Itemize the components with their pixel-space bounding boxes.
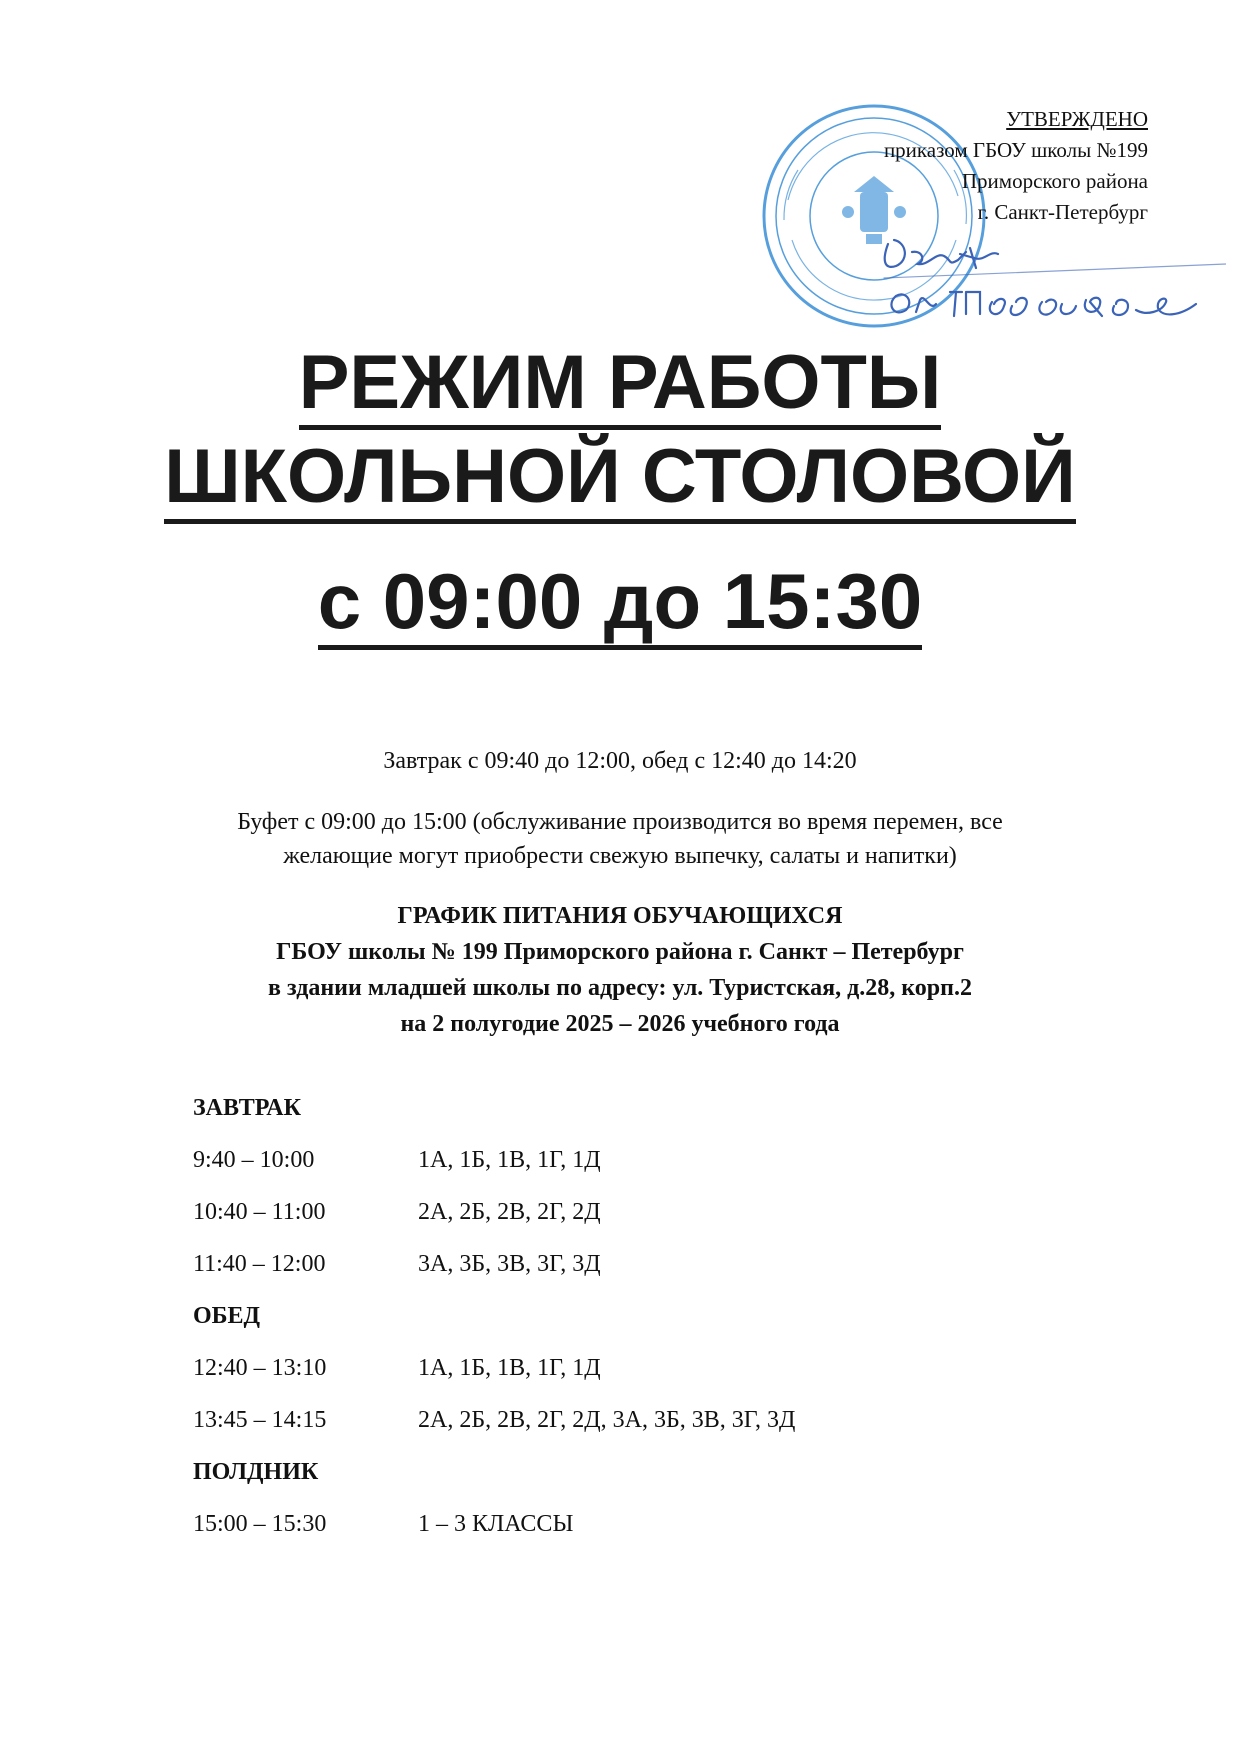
approval-line: Приморского района — [961, 169, 1148, 193]
time-slot: 13:45 – 14:15 — [193, 1407, 327, 1433]
approval-line: приказом ГБОУ школы №199 — [883, 138, 1148, 162]
approval-block — [884, 104, 1148, 228]
meal-schedule — [193, 1092, 795, 1560]
approval-heading: УТВЕРЖДЕНО — [1006, 107, 1148, 131]
time-slot: 12:40 – 13:10 — [193, 1355, 327, 1381]
schedule-row — [193, 1196, 795, 1248]
class-list: 2А, 2Б, 2В, 2Г, 2Д — [418, 1199, 601, 1225]
approval-line: г. Санкт-Петербург — [977, 200, 1148, 224]
class-list: 1А, 1Б, 1В, 1Г, 1Д — [418, 1147, 601, 1173]
class-list: 2А, 2Б, 2В, 2Г, 2Д, 3А, 3Б, 3В, 3Г, 3Д — [418, 1407, 796, 1433]
schedule-row — [193, 1404, 795, 1456]
schedule-heading — [0, 898, 1240, 1042]
director-signature — [866, 230, 1226, 330]
time-slot: 10:40 – 11:00 — [193, 1199, 326, 1225]
time-slot: 15:00 – 15:30 — [193, 1511, 327, 1537]
schedule-row — [193, 1508, 795, 1560]
section-lunch: ОБЕД — [193, 1303, 261, 1329]
title-text: ШКОЛЬНОЙ СТОЛОВОЙ — [164, 434, 1076, 524]
schedule-row — [193, 1144, 795, 1196]
section-breakfast: ЗАВТРАК — [193, 1095, 302, 1121]
schedule-row — [193, 1248, 795, 1300]
title-text: с 09:00 до 15:30 — [318, 557, 923, 650]
class-list: 1А, 1Б, 1В, 1Г, 1Д — [418, 1355, 601, 1381]
buffet-info-line2: желающие могут приобрести свежую выпечку, салаты и напитки) — [283, 843, 957, 869]
schedule-row — [193, 1352, 795, 1404]
opening-hours-title — [0, 556, 1240, 646]
time-slot: 11:40 – 12:00 — [193, 1251, 326, 1277]
time-slot: 9:40 – 10:00 — [193, 1147, 315, 1173]
buffet-info-line1: Буфет с 09:00 до 15:00 (обслуживание производится во время перемен, все — [237, 809, 1003, 835]
class-list: 1 – 3 КЛАССЫ — [418, 1511, 574, 1537]
schedule-heading-line: на 2 полугодие 2025 – 2026 учебного года — [400, 1011, 840, 1037]
schedule-heading-line: ГРАФИК ПИТАНИЯ ОБУЧАЮЩИХСЯ — [397, 903, 843, 929]
schedule-heading-line: в здании младшей школы по адресу: ул. Туристская, д.28, корп.2 — [268, 975, 972, 1001]
schedule-heading-line: ГБОУ школы № 199 Приморского района г. Санкт – Петербург — [276, 939, 964, 965]
page-title-line1 — [0, 338, 1240, 428]
title-text: РЕЖИМ РАБОТЫ — [299, 340, 942, 430]
section-afternoon-snack: ПОЛДНИК — [193, 1459, 319, 1485]
meal-hours-info: Завтрак с 09:40 до 12:00, обед с 12:40 до 14:20 — [383, 748, 857, 774]
page-title-line2 — [0, 432, 1240, 522]
class-list: 3А, 3Б, 3В, 3Г, 3Д — [418, 1251, 601, 1277]
